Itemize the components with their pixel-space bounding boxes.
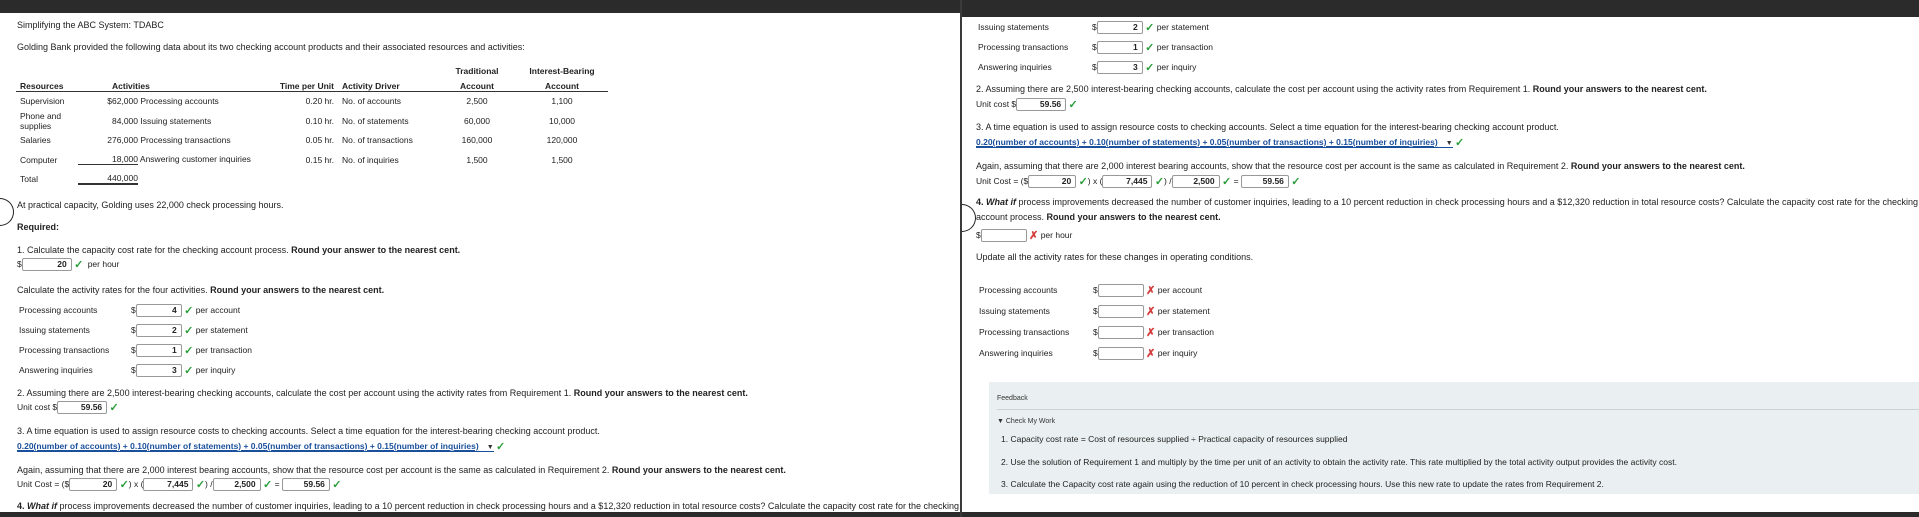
cell-resource: Supervision bbox=[20, 96, 65, 106]
check-icon: ✓ bbox=[184, 325, 194, 337]
check-icon: ✓ bbox=[1068, 99, 1078, 111]
chevron-down-icon: ▼ bbox=[486, 443, 494, 451]
new-rate-input-statements[interactable] bbox=[1098, 305, 1144, 318]
feedback-divider bbox=[997, 409, 1919, 410]
cell-activity: Processing transactions bbox=[140, 135, 231, 146]
r-q4-text: 4. What if process improvements decreased the number of customer inquiries, leading to a 10 percent reduction in check processing hours and a $12,320 reduction in total resource costs? Calculate the capacity cost rate for the checking bbox=[976, 197, 1919, 207]
total-amount: 440,000 bbox=[78, 173, 138, 185]
r-time-equation-select[interactable]: 0.20(number of accounts) + 0.10(number of statements) + 0.05(number of transactions) + 0.15(number of inquiries) ▼ bbox=[976, 136, 1453, 147]
r-rate-row-transactions: Processing transactions $ 1 ✓ per transaction bbox=[978, 41, 1213, 54]
q1-text: 1. Calculate the capacity cost rate for the checking account process. Round your answer to the nearest cent. bbox=[17, 245, 461, 255]
cell-time: 0.20 hr. bbox=[305, 96, 334, 106]
col-driver: Activity Driver bbox=[338, 76, 438, 91]
cell-trad: 60,000 bbox=[464, 115, 490, 126]
new-rate-row-transactions: Processing transactions $ ✗ per transaction bbox=[979, 326, 1214, 339]
rate-row-accounts: Processing accounts $ 4 ✓ per account bbox=[19, 304, 241, 317]
check-my-work-toggle[interactable]: ▼ Check My Work bbox=[997, 418, 1056, 425]
left-pane-handle[interactable] bbox=[0, 198, 14, 226]
new-rate-input-accounts[interactable] bbox=[1098, 284, 1144, 297]
feedback-item: 1. Capacity cost rate = Cost of resources supplied ÷ Practical capacity of resources supplied bbox=[1001, 434, 1348, 444]
capacity-text: At practical capacity, Golding uses 22,000 check processing hours. bbox=[17, 200, 284, 210]
cell-interest: 10,000 bbox=[549, 115, 575, 126]
check-icon: ✓ bbox=[184, 365, 194, 377]
cell-resource: Phone and supplies bbox=[20, 110, 62, 131]
r-eq-result-input[interactable]: 59.56 bbox=[1241, 175, 1289, 188]
col-time: Time per Unit bbox=[272, 76, 338, 91]
q3-equation-row bbox=[17, 440, 505, 453]
col-traditional-2: Account bbox=[438, 76, 516, 91]
check-icon: ✓ bbox=[1221, 176, 1232, 188]
rate-row-inquiries: Answering inquiries $ 3 ✓ per inquiry bbox=[19, 364, 236, 377]
check-icon: ✓ bbox=[1145, 62, 1155, 74]
new-rate-input-transactions[interactable] bbox=[1098, 326, 1144, 339]
feedback-panel bbox=[989, 382, 1919, 494]
cell-driver: No. of inquiries bbox=[342, 154, 399, 165]
check-icon: ✓ bbox=[1078, 176, 1088, 188]
r-q4-answer-row: $ ✗ per hour bbox=[976, 229, 1073, 242]
r-q4-text-2: account process. Round your answers to the nearest cent. bbox=[976, 212, 1221, 222]
cross-icon: ✗ bbox=[1146, 348, 1156, 360]
top-bar-left bbox=[0, 0, 960, 13]
q1-answer-row: $ 20 ✓ per hour bbox=[17, 258, 120, 271]
cell-resource: Salaries bbox=[20, 135, 51, 146]
check-icon: ✓ bbox=[332, 479, 342, 491]
new-rate-input-inquiries[interactable] bbox=[1098, 347, 1144, 360]
q4-text-left: 4. What if process improvements decreased the number of customer inquiries, leading to a 10 percent reduction in check processing hours and a $12,320 reduction in total resource costs? Calculate the capacity cost rate for the checking bbox=[17, 501, 960, 511]
cell-trad: 160,000 bbox=[461, 135, 493, 146]
r-rate-input-transactions[interactable]: 1 bbox=[1097, 41, 1143, 54]
capacity-rate-input[interactable]: 20 bbox=[22, 258, 72, 271]
q3-again-text: Again, assuming that there are 2,000 interest bearing accounts, show that the resource cost per account is the same as calculated in Requirement 2. Round your answers to the nearest cent. bbox=[17, 465, 786, 475]
unit-cost-input[interactable]: 59.56 bbox=[57, 401, 107, 414]
check-icon: ✓ bbox=[74, 259, 84, 271]
col-traditional-1: Traditional bbox=[455, 66, 499, 76]
q2-text: 2. Assuming there are 2,500 interest-bearing checking accounts, calculate the cost per account using the activity rates from Requirement 1. Round your answers to the nearest cent. bbox=[17, 388, 748, 398]
cross-icon: ✗ bbox=[1146, 306, 1156, 318]
check-icon: ✓ bbox=[1154, 176, 1165, 188]
r-q2-text: 2. Assuming there are 2,500 interest-bearing checking accounts, calculate the cost per account using the activity rates from Requirement 1. Round your answers to the nearest cent. bbox=[976, 84, 1707, 94]
cross-icon: ✗ bbox=[1029, 230, 1039, 242]
feedback-title: Feedback bbox=[997, 395, 1028, 402]
cell-activity: Answering customer inquiries bbox=[139, 154, 251, 165]
q3-text: 3. A time equation is used to assign resource costs to checking accounts. Select a time equation for the interest-bearing checking account product. bbox=[17, 426, 600, 436]
check-icon: ✓ bbox=[1145, 42, 1155, 54]
page-title: Simplifying the ABC System: TDABC bbox=[17, 20, 164, 30]
check-icon: ✓ bbox=[184, 305, 194, 317]
intro-text: Golding Bank provided the following data about its two checking account products and their associated resources and activities: bbox=[17, 42, 525, 52]
rates-text: Calculate the activity rates for the four activities. Round your answers to the nearest cent. bbox=[17, 285, 385, 295]
check-icon: ✓ bbox=[1455, 137, 1465, 149]
cell-time: 0.05 hr. bbox=[305, 135, 334, 146]
r-rate-row-inquiries: Answering inquiries $ 3 ✓ per inquiry bbox=[978, 61, 1197, 74]
table-row bbox=[16, 131, 608, 151]
cell-resource: Computer bbox=[20, 154, 58, 165]
check-icon: ✓ bbox=[119, 479, 129, 491]
rate-input-transactions[interactable]: 1 bbox=[136, 344, 182, 357]
cell-trad: 2,500 bbox=[466, 96, 488, 106]
table-row bbox=[16, 91, 608, 111]
cell-activity: Processing accounts bbox=[140, 96, 219, 106]
cell-amount: $62,000 bbox=[107, 96, 138, 106]
r-rate-input-inquiries[interactable]: 3 bbox=[1097, 61, 1143, 74]
cell-driver: No. of statements bbox=[342, 115, 409, 126]
bottom-bar-left bbox=[0, 512, 960, 517]
new-capacity-rate-input[interactable] bbox=[981, 229, 1027, 242]
cell-time: 0.15 hr. bbox=[305, 154, 334, 165]
time-equation-select[interactable]: 0.20(number of accounts) + 0.10(number of statements) + 0.05(number of transactions) + 0.15(number of inquiries) ▼ bbox=[17, 440, 494, 451]
rate-input-accounts[interactable]: 4 bbox=[136, 304, 182, 317]
cell-interest: 120,000 bbox=[546, 135, 578, 146]
cell-trad: 1,500 bbox=[466, 154, 488, 165]
update-text: Update all the activity rates for these changes in operating conditions. bbox=[976, 252, 1254, 262]
feedback-item: 3. Calculate the Capacity cost rate again using the reduction of 10 percent in check processing hours. Use this new rate to update the rates from Requirement 2. bbox=[1001, 479, 1604, 489]
check-icon: ✓ bbox=[184, 345, 194, 357]
rate-input-inquiries[interactable]: 3 bbox=[136, 364, 182, 377]
check-icon: ✓ bbox=[195, 479, 206, 491]
col-interest-1: Interest-Bearing bbox=[529, 66, 595, 76]
top-bar-right bbox=[961, 0, 1919, 17]
eq-result-input[interactable]: 59.56 bbox=[282, 478, 330, 491]
r-q2-answer-row: Unit cost $ 59.56 ✓ bbox=[976, 98, 1078, 111]
new-rate-row-inquiries: Answering inquiries $ ✗ per inquiry bbox=[979, 347, 1198, 360]
col-interest-2: Account bbox=[516, 76, 608, 91]
r-rate-row-statements: Issuing statements $ 2 ✓ per statement bbox=[978, 21, 1209, 34]
chevron-down-icon: ▼ bbox=[1445, 139, 1453, 147]
col-activities: Activities bbox=[108, 76, 272, 91]
eq-hours-input[interactable]: 7,445 bbox=[143, 478, 193, 491]
r-eq-rate-input[interactable]: 20 bbox=[1028, 175, 1076, 188]
table-row bbox=[16, 150, 608, 170]
cell-interest: 1,100 bbox=[551, 96, 573, 106]
rate-row-statements: Issuing statements $ 2 ✓ per statement bbox=[19, 324, 248, 337]
r-rate-input-statements[interactable]: 2 bbox=[1097, 21, 1143, 34]
r-unit-cost-input[interactable]: 59.56 bbox=[1016, 98, 1066, 111]
r-q3-equation-row bbox=[976, 136, 1464, 149]
cross-icon: ✗ bbox=[1146, 285, 1156, 297]
cell-time: 0.10 hr. bbox=[305, 115, 334, 126]
r-q3-again-text: Again, assuming that there are 2,000 interest bearing accounts, show that the resource cost per account is the same as calculated in Requirement 2. Round your answers to the nearest cent. bbox=[976, 161, 1745, 171]
cell-amount: 18,000 bbox=[78, 154, 138, 165]
cell-amount: 276,000 bbox=[107, 135, 138, 146]
bottom-bar-right bbox=[962, 512, 1919, 517]
r-q3-unit-cost-row: Unit Cost = ($ 20 ✓) x ( 7,445 ✓) / 2,500 ✓ = 59.56 ✓ bbox=[976, 175, 1301, 188]
resource-table bbox=[16, 61, 608, 189]
check-icon: ✓ bbox=[262, 479, 273, 491]
new-rate-row-accounts: Processing accounts $ ✗ per account bbox=[979, 284, 1203, 297]
rate-input-statements[interactable]: 2 bbox=[136, 324, 182, 337]
required-label: Required: bbox=[17, 222, 60, 232]
total-label: Total bbox=[20, 174, 38, 185]
eq-rate-input[interactable]: 20 bbox=[69, 478, 117, 491]
right-pane-handle[interactable] bbox=[962, 204, 976, 232]
cross-icon: ✗ bbox=[1146, 327, 1156, 339]
cell-activity: Issuing statements bbox=[140, 115, 212, 126]
r-q3-text: 3. A time equation is used to assign resource costs to checking accounts. Select a time equation for the interest-bearing checking account product. bbox=[976, 122, 1559, 132]
col-resources: Resources bbox=[16, 76, 74, 91]
r-eq-hours-input[interactable]: 7,445 bbox=[1102, 175, 1152, 188]
q2-answer-row: Unit cost $ 59.56 ✓ bbox=[17, 401, 119, 414]
cell-driver: No. of transactions bbox=[342, 135, 413, 146]
q3-unit-cost-row: Unit Cost = ($ 20 ✓) x ( 7,445 ✓) / 2,500 ✓ = 59.56 ✓ bbox=[17, 478, 342, 491]
cell-amount: 84,000 bbox=[112, 115, 138, 126]
eq-accounts-input[interactable]: 2,500 bbox=[213, 478, 261, 491]
feedback-item: 2. Use the solution of Requirement 1 and multiply by the time per unit of an activity to obtain the activity rate. This rate multiplied by the total activity output provides the activity cost. bbox=[1001, 457, 1677, 467]
pane-divider[interactable] bbox=[960, 0, 962, 517]
cell-interest: 1,500 bbox=[551, 154, 573, 165]
check-icon: ✓ bbox=[1145, 22, 1155, 34]
cell-driver: No. of accounts bbox=[342, 96, 402, 106]
check-icon: ✓ bbox=[109, 402, 119, 414]
table-total-row bbox=[16, 170, 608, 190]
r-eq-accounts-input[interactable]: 2,500 bbox=[1172, 175, 1220, 188]
new-rate-row-statements: Issuing statements $ ✗ per statement bbox=[979, 305, 1210, 318]
table-row bbox=[16, 111, 608, 131]
check-icon: ✓ bbox=[496, 441, 506, 453]
check-icon: ✓ bbox=[1291, 176, 1301, 188]
rate-row-transactions: Processing transactions $ 1 ✓ per transaction bbox=[19, 344, 252, 357]
